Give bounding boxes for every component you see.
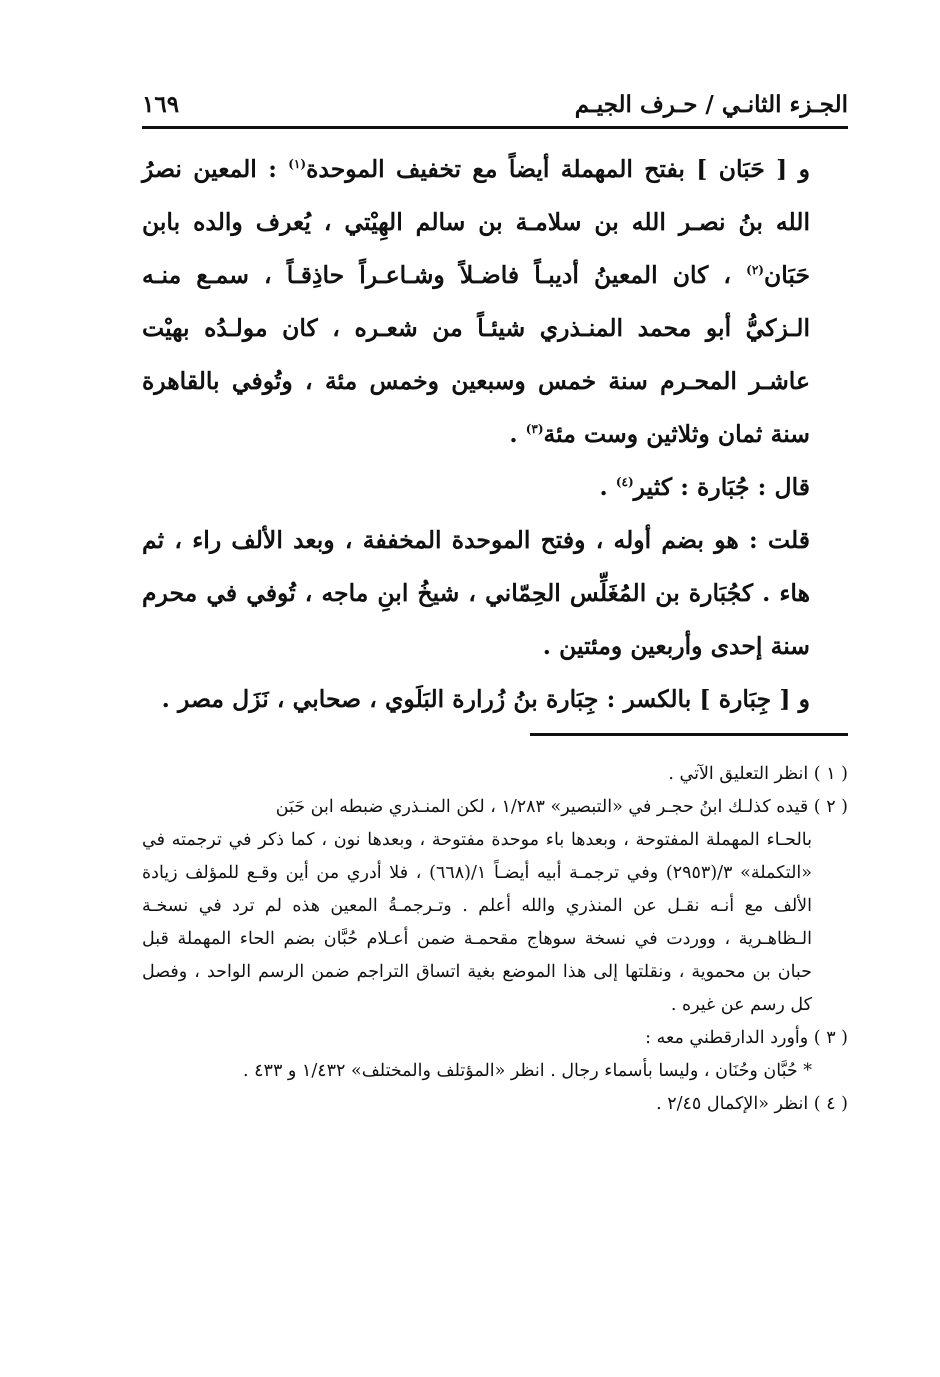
footnote-2 bbox=[142, 791, 848, 824]
footnote-marker: (١) bbox=[288, 157, 307, 172]
footnote-marker: (٣) bbox=[525, 422, 544, 437]
paragraph-text: . bbox=[599, 473, 616, 501]
paragraph-comment: قلت : هو بضم أوله ، وفتح الموحدة المخففة ، وبعد الألف راء ، ثم هاء . كجُبَارة بن المُغَلِّس الحِمّاني ، شيخُ ابنِ ماجه ، تُوفي في محرم سنة إحدى وأربعين ومئتين . bbox=[142, 526, 810, 660]
paragraph-jibara: و [ جِبَارة ] بالكسر : جِبَارة بنُ زُرارة البَلَوي ، صحابي ، نَزَل مصر . bbox=[161, 685, 810, 713]
footnote-4: ( ٤ ) انظر «الإكمال ٢/٤٥ . bbox=[656, 1094, 848, 1114]
paragraph-jubara bbox=[142, 461, 848, 514]
footnote-marker: (٤) bbox=[615, 475, 634, 490]
header-rule bbox=[142, 126, 848, 129]
paragraph-text: قال : جُبَارة : كثير bbox=[633, 473, 810, 501]
paragraph-text: ، كان المعينُ أديبـاً فاضـلاً وشـاعـراً حاذِقـاً ، سمـع منـه الـزكيُّ أبو محمد المنـذري شيئـاً من شعـره ، كان مولـدُه بهيْت عاشـر المحـرم سنة خمس وسبعين وخمس مئة ، وتُوفي بالقاهرة سنة ثمان وثلاثين وست مئة bbox=[142, 261, 810, 448]
footnote-2-continuation: بالحـاء المهملة المفتوحة ، وبعدها باء موحدة مفتوحة ، وبعدها نون ، كما ذكر في ترجمته في «التكملة» ٣/(٢٩٥٣) وفي ترجمـة أبيه أيضـاً ١/(٦٦٨) ، فلا أدري من أين وقـع للمؤلف زيادة الألف مع أنـه نقـل عن المنذري والله أعلم . وتـرجمـةُ المعين هذه لم ترد في نسخـة الـظاهـرية ، ووردت في نسخة سوهاج مقحمـة ضمن أعـلام حُبَّان بضم الحاء المهملة قبل حبان بن محموية ، ونقلتها إلى هذا الموضع بغية اتساق التراجم ضمن الرسم الواحد ، وفصل كل رسم عن غيره . bbox=[142, 830, 812, 1015]
footnote-rule bbox=[530, 733, 848, 736]
footnote-3: ( ٣ ) وأورد الدارقطني معه : bbox=[645, 1028, 848, 1048]
main-text bbox=[142, 143, 848, 726]
page-number: ١٦٩ bbox=[142, 90, 180, 118]
footnote-text: ( ٢ ) قيده كذلـك ابنُ حجـر في «التبصير» ١/٢٨٣ ، لكن المنـذري ضبطه ابن حَبَن bbox=[275, 797, 848, 817]
footnote-3-continuation: * حُبَّان وحُنَان ، وليسا بأسماء رجال . انظر «المؤتلف والمختلف» ١/٤٣٢ و ٤٣٣ . bbox=[243, 1061, 812, 1081]
footnote-marker: (٢) bbox=[746, 263, 764, 278]
footnote-1: ( ١ ) انظر التعليق الآتي . bbox=[668, 764, 848, 784]
page-header bbox=[142, 84, 848, 124]
paragraph-text: و [ حَبَان ] بفتح المهملة أيضاً مع تخفيف الموحدة bbox=[306, 155, 810, 183]
paragraph-text: : المعين نصرُ الله بنُ نصـر الله بن سلامـة بن سالم الهِيْتي ، يُعرف والده بابن حَبَان bbox=[142, 155, 810, 289]
paragraph-text: . bbox=[509, 420, 526, 448]
running-title: الجـزء الثانـي / حـرف الجيـم bbox=[574, 90, 848, 118]
paragraph-habban bbox=[142, 143, 848, 461]
footnotes bbox=[142, 758, 848, 1121]
